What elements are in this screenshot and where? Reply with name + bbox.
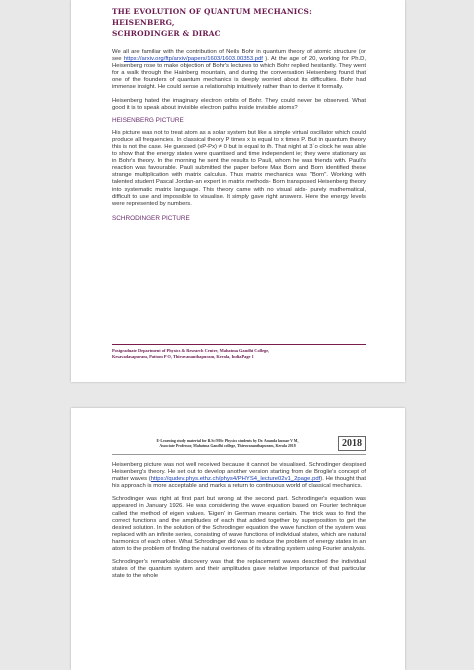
- header-text: [120, 439, 335, 449]
- paragraph-heisenberg-picture: His picture was not to treat atom as a solar system but like a simple virtual oscillator which could produce all frequencies. In classical theory P times x is equal to x times P. But in quantum theory this is not the case. He guessed (xP-Px) ≠ 0 but is equal to iħ. That night at 3`o clock he was able to show that the energy states were quantised and time independent ie; they were stationary as in Bohr's theory. In the morning he sent the results to Pauli, whom he was friends with. Pauli's reaction was favourable. Pauli submitted the paper before Max Born and Born identified these strange multiplication with matrix calculus. Thus matrix mechanics was "Born". Working with talented student Pascal Jordan-an expert in matrix methods- Born transposed Heisenberg theory into systematic matrix language. This theory came with no visual aids- purely mathematical, difficult to use and impossible to visualise. It simply gave right answers. Here the energy levels were represented by numbers.: [112, 129, 366, 207]
- page-footer: [112, 348, 366, 360]
- paragraph-bohr: [112, 49, 366, 92]
- footer-rule: [112, 344, 366, 345]
- section-heading-schrodinger: SCHRODINGER PICTURE: [112, 214, 190, 222]
- header-line-2: Associate Professor, Mahatma Gandhi college, Thiruvananthapuram, Kerala 2018: [159, 443, 296, 448]
- title-line-2: SCHRODINGER & DIRAC: [112, 29, 221, 38]
- footer-line-1: Postgraduate Department of Physics & Research Centre, Mahatma Gandhi College,: [112, 348, 270, 353]
- paragraph-heisenberg-orbits: Heisenberg hated the imaginary electron orbits of Bohr. They could never be observed. What good it is to speak about invisible electron paths inside invisible atoms?: [112, 97, 366, 111]
- document-title: [112, 6, 366, 39]
- paragraph-bohr-text-cont: ). At the age of 20, working for Ph.D, Heisenberg rose to make objection of Bohr's lectures to which Bohr replied hesitantly. They went for a walk through the Hainberg mountain, and during the conversation Heisenberg found that one of the founders of quantum mechanics is deeply worried about its difficulties. Bohr had immense insight. He could sense a relationship intuitively rather than to derive it formally.: [112, 56, 366, 91]
- page-1-content: [112, 6, 366, 222]
- paragraph-schrodinger-discovery: Schrodinger's remarkable discovery was that the replacement waves described the individual states of the quantum system and their amplitudes gave relative importance of that particular state to the whole: [112, 559, 366, 580]
- page-header: [112, 436, 366, 455]
- arxiv-link[interactable]: https://arxiv.org/ftp/arxiv/papers/1603/1603.00353.pdf: [123, 56, 263, 63]
- year-badge: 2018: [338, 436, 366, 451]
- title-line-1: THE EVOLUTION OF QUANTUM MECHANICS: HEISENBERG,: [112, 7, 312, 27]
- footer-line-2: Kesavadasapuram, Pattom P O, Thiruvananthapuram, Kerala, IndiaPage 1: [112, 353, 254, 359]
- document-page-1: [71, 0, 405, 382]
- section-heading-heisenberg: HEISENBERG PICTURE: [112, 116, 184, 124]
- header-line-1: E-Learning study material for B.Sc/MSc Physics students by Dr. Ananda kumar V M,: [156, 438, 299, 443]
- page-2-content: [112, 462, 366, 580]
- paragraph-schrodinger-equation: Schrodinger was right at first part but wrong at the second part. Schrodinger's equation was appeared in January 1926. He was considering the wave equation based on Fourier technique called the method of eigen values. 'Eigen' in German means certain. The trick was to find the correct functions and the amplitudes of each that added together by superposition to get the desired solution. In the solution of the Schrodinger equation the wave function of the system was replaced with an infinite series, consisting of wave functions of individual states, which are natural harmonics of each other. What Schrodinger did was to reduce the problem of energy states in an atom to the problem of finding the natural overtones of its vibrating system using Fourier analysis.: [112, 496, 366, 553]
- paragraph-bohr-text: We all are familiar with the contribution of Neils Bohr in quantum theory of atomic structure (or see: [112, 49, 366, 63]
- ethz-link[interactable]: https://qudev.phys.ethz.ch/phys4/PHYS4_lecture02v1_2page.pdf: [150, 476, 321, 483]
- document-page-2: [71, 408, 405, 670]
- paragraph-schrodinger-intro: [112, 462, 366, 490]
- paragraph-intro-text: Heisenberg picture was not well received because it cannot be visualised. Schrodinger despised Heisenberg's theory. He set out to develop another version starting from de Broglie's concept of matter waves (: [112, 462, 366, 483]
- paragraph-intro-text-cont: ). He thought that his approach is more acceptable and marks a return to continuous world of classical mechanics.: [112, 476, 366, 490]
